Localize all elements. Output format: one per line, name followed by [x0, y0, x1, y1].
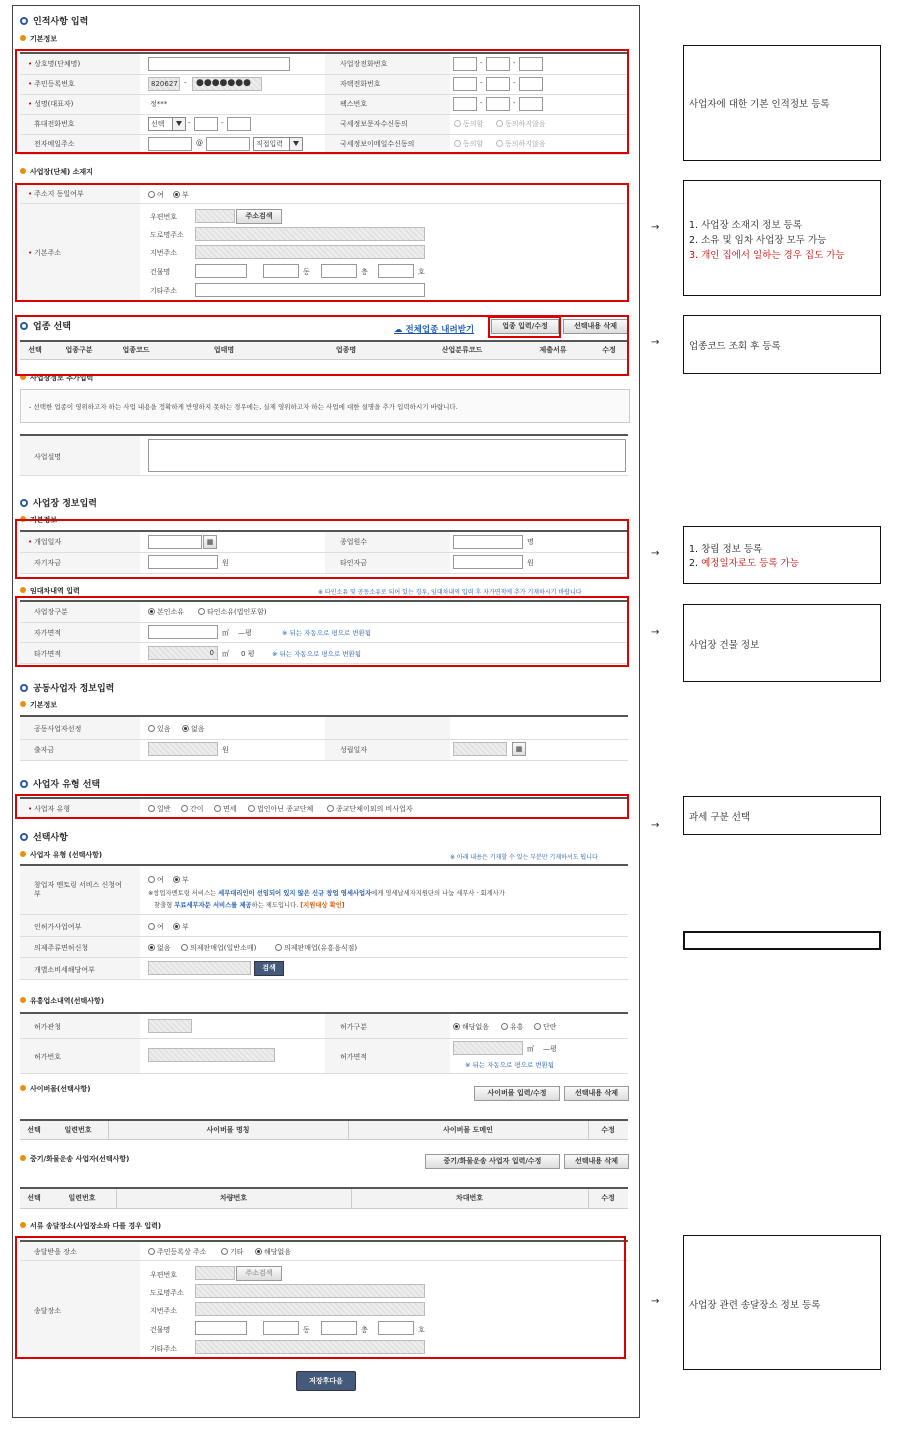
section-bullet-icon	[20, 780, 28, 788]
label-liquor: 의제주류면허신청	[34, 944, 89, 952]
bullet-icon	[20, 35, 26, 41]
highlight-industry-button	[488, 316, 561, 338]
own-area-pyeong: —평	[238, 629, 252, 637]
note-personal-text: 사업자에 대한 기본 인적정보 등록	[689, 99, 830, 110]
other-area-unit: ㎡	[222, 650, 229, 658]
radio-icon	[148, 876, 155, 883]
note-biz-info-line1: 1. 창립 정보 등록	[689, 544, 763, 555]
col-select: 선택	[28, 346, 42, 354]
label-own-area: 자가면적	[34, 629, 62, 637]
subsection-entertainment: 유흥업소내역(선택사항)	[20, 996, 104, 1006]
own-area-unit: ㎡	[222, 629, 229, 637]
label-employees: 종업원수	[340, 538, 368, 546]
note-location-line2: 2. 소유 및 임차 사업장 모두 가능	[689, 235, 827, 246]
bullet-icon	[20, 587, 26, 593]
bullet-icon	[20, 1155, 26, 1161]
label-sms-consent: 국세정보문자수신동의	[340, 120, 408, 128]
other-owner-radio[interactable]: 타인소유(법인포함)	[198, 607, 267, 617]
permit-area-pyeong: —평	[543, 1045, 557, 1053]
arrow-icon: →	[651, 1296, 660, 1307]
sms-agree-radio[interactable]: 동의함	[454, 119, 483, 129]
biz-type-exempt-radio[interactable]: 면세	[214, 804, 237, 814]
label-biz-phone: 사업장전화번호	[340, 60, 388, 68]
email-agree-radio[interactable]: 동의함	[454, 139, 483, 149]
col-business-type: 업태명	[213, 346, 235, 354]
label-invest: 출자금	[34, 746, 55, 754]
section-title-biz-info: 사업장 정보입력	[20, 496, 97, 509]
entertainment-table	[20, 1012, 628, 1072]
note-location	[683, 180, 881, 296]
chevron-down-icon	[293, 141, 299, 146]
label-mail-addr: 송달장소	[34, 1307, 62, 1315]
permit-karaoke-radio[interactable]: 단란	[534, 1022, 557, 1032]
note-mailing-text: 사업장 관련 송달장소 정보 등록	[689, 1300, 821, 1311]
same-addr-yes-radio[interactable]: 여	[148, 190, 164, 200]
highlight-biz-info	[15, 519, 629, 579]
subsection-location: 사업장(단체) 소재지	[20, 167, 93, 177]
lease-note: ※ 타인소유 및 공동소유로 되어 있는 경우, 임대차내역 입력 후 자가면적에 추가 기재하시기 바랍니다	[318, 589, 582, 596]
note-mailing	[683, 1235, 881, 1370]
label-fax: 팩스번호	[340, 100, 368, 108]
label-email: 전자메일주소	[34, 140, 75, 148]
label-email-consent: 국세정보이메일수신동의	[340, 140, 415, 148]
radio-selected-icon	[453, 1023, 460, 1030]
arrow-icon: →	[651, 337, 660, 348]
label-permit-area: 허가면적	[340, 1053, 368, 1061]
bullet-icon	[20, 168, 26, 174]
dong-unit: 동	[303, 1326, 310, 1334]
email-disagree-radio[interactable]: 동의하지않음	[496, 139, 546, 149]
other-capital-unit: 원	[527, 559, 534, 567]
label-other-addr: 기타주소	[150, 1345, 178, 1353]
highlight-mailing	[15, 1236, 626, 1359]
permit-ent-radio[interactable]: 유흥	[501, 1022, 524, 1032]
ho-unit: 호	[418, 1326, 425, 1334]
permit-area-input	[453, 1041, 523, 1055]
note-biz-type	[683, 796, 881, 835]
heavy-input-button[interactable]: 중기/화물운송 사업자 입력/수정	[425, 1154, 560, 1169]
joint-table	[20, 715, 628, 759]
liquor-retail-radio[interactable]: 의제판매업(일반소매)	[181, 943, 256, 953]
license-no-radio[interactable]: 부	[173, 922, 189, 932]
label-own-capital: 자기자금	[34, 559, 62, 567]
heavy-table-header	[20, 1187, 628, 1209]
note-location-line1: 1. 사업장 소재지 정보 등록	[689, 220, 802, 231]
rrn-back: ●●●●●●●	[192, 77, 262, 91]
other-area-note: ※ 뒤는 자동으로 평으로 변환됨	[272, 650, 362, 658]
subsection-lease: 임대차내역 입력	[20, 586, 80, 596]
col-serial: 일련번호	[68, 1194, 96, 1202]
biz-desc-textarea[interactable]	[148, 439, 626, 472]
highlight-location	[15, 183, 629, 302]
highlight-personal	[15, 49, 629, 154]
label-permit-number: 허가번호	[34, 1053, 62, 1061]
col-cyber-name: 사이버몰 명칭	[206, 1126, 250, 1134]
note-industry	[683, 315, 881, 374]
radio-selected-icon	[173, 876, 180, 883]
note-lease-text: 사업장 건물 정보	[689, 640, 760, 651]
own-radio[interactable]: 본인소유	[148, 607, 184, 617]
radio-selected-icon	[182, 725, 189, 732]
section-bullet-icon	[20, 833, 28, 841]
est-date-input	[453, 742, 507, 756]
note-biz-info	[683, 526, 881, 584]
subsection-basic3: 기본정보	[20, 700, 57, 710]
license-yes-radio[interactable]: 여	[148, 922, 164, 932]
mentoring-desc-line2: 찾출형 무료세무자문 서비스를 제공하는 제도입니다. [지원대상 확인]	[154, 902, 345, 909]
floor-unit: 층	[361, 268, 368, 276]
section-title-joint: 공동사업자 정보입력	[20, 681, 114, 694]
other-area-pyeong: 0 평	[241, 650, 255, 658]
liquor-none-radio[interactable]: 없음	[148, 943, 171, 953]
arrow-icon: →	[651, 627, 660, 638]
subsection-mailing: 서류 송달장소(사업장소와 다를 경우 입력)	[20, 1221, 161, 1231]
arrow-icon: →	[651, 548, 660, 559]
mobile-select[interactable]: 선택	[148, 117, 186, 131]
section-title-options: 선택사항	[20, 830, 68, 843]
email-domain-select[interactable]: 직접입력	[253, 137, 303, 151]
joint-none-radio[interactable]: 없음	[182, 724, 205, 734]
label-trade-name: • 상호명(단체명)	[28, 60, 81, 68]
label-rrn: • 주민등록번호	[28, 80, 75, 88]
industry-info-box	[20, 389, 630, 423]
label-mobile: 휴대전화번호	[34, 120, 75, 128]
label-postcode: 우편번호	[150, 213, 178, 221]
mentoring-no-radio[interactable]: 부	[173, 875, 189, 885]
floor-unit: 층	[361, 1326, 368, 1334]
download-icon: ☁	[394, 325, 406, 335]
radio-selected-icon	[173, 923, 180, 930]
chevron-down-icon	[176, 121, 182, 126]
subsection-basic: 기본정보	[20, 34, 57, 44]
note-lease	[683, 604, 881, 682]
excise-search-button[interactable]: 검색	[254, 961, 284, 976]
ho-unit: 호	[418, 268, 425, 276]
dong-unit: 동	[303, 268, 310, 276]
label-permit-type: 허가구분	[340, 1023, 368, 1031]
note-industry-text: 업종코드 조회 후 등록	[689, 341, 781, 352]
label-other-addr: 기타주소	[150, 287, 178, 295]
label-license: 인허가사업여부	[34, 923, 82, 931]
radio-icon	[501, 1023, 508, 1030]
note-empty	[683, 931, 881, 950]
label-mail-place: 송달받을 장소	[34, 1248, 77, 1256]
radio-selected-icon	[148, 944, 155, 951]
permit-area-unit: ㎡	[527, 1045, 534, 1053]
mail-rrn-addr-radio[interactable]: 주민등록상 주소	[148, 1247, 207, 1257]
biz-type-nonbiz-radio[interactable]: 종교단체이외의 비사업자	[327, 804, 413, 814]
name-value: 정***	[150, 100, 168, 108]
label-building: 건물명	[150, 1326, 171, 1334]
col-select: 선택	[27, 1194, 41, 1202]
col-documents: 제출서류	[539, 346, 567, 354]
permit-area-note: ※ 뒤는 자동으로 평으로 변환됨	[465, 1061, 555, 1069]
authority-input	[148, 1019, 192, 1033]
arrow-icon: →	[651, 820, 660, 831]
industry-info-text: - 선택한 업종이 영위하고자 하는 사업 내용을 정확하게 반영하지 못하는 경우에는, 실제 영위하고자 하는 사업에 대한 설명을 추가 입력하시기 바랍니다.	[29, 403, 458, 411]
subsection-industry-extra: 사업장정보 추가입력	[20, 373, 93, 383]
calendar-icon[interactable]: ▦	[512, 742, 526, 756]
label-jibun-addr: 지번주소	[150, 249, 178, 257]
biz-type-religious-radio[interactable]: 법인아닌 종교단체	[248, 804, 313, 814]
personal-table: • 상호명(단체명) 사업장전화번호 - - • 주민등록번호 820627 - ●●●●●●● 자택전화번호 - - • 성명(대표자) 정*** 팩스번호 - - 휴대전화번호 선택 - - 국세정보문자수신동의 동의함 동의하지않음 전자메일주소 @ 직접입력 국세정보이메일수신동의 동의함 동의하지않음	[20, 52, 628, 153]
permit-none-radio[interactable]: 해당없음	[453, 1022, 489, 1032]
options-table	[20, 864, 628, 978]
save-next-button[interactable]: 저장후다음	[296, 1371, 356, 1391]
label-other-capital: 타인자금	[340, 559, 368, 567]
col-chassis-number: 차대번호	[455, 1194, 484, 1202]
permit-number-input	[148, 1048, 275, 1062]
industry-input-button[interactable]: 업종 입력/수정	[491, 319, 559, 334]
label-home-phone: 자택전화번호	[340, 80, 381, 88]
joint-have-radio[interactable]: 있음	[148, 724, 171, 734]
highlight-lease	[15, 596, 629, 667]
highlight-biz-type	[15, 794, 629, 819]
same-addr-no-radio[interactable]: 부	[173, 190, 189, 200]
radio-icon	[275, 944, 282, 951]
radio-icon	[148, 725, 155, 732]
label-authority: 허가관청	[34, 1023, 62, 1031]
section-bullet-icon	[20, 684, 28, 692]
bullet-icon	[20, 1085, 26, 1091]
own-capital-unit: 원	[222, 559, 229, 567]
section-bullet-icon	[20, 499, 28, 507]
label-site-type: 사업장구분	[34, 608, 68, 616]
liquor-ent-radio[interactable]: 의제판매업(유흥음식점)	[275, 943, 357, 953]
mentoring-yes-radio[interactable]: 여	[148, 875, 164, 885]
subsection-heavy: 중기/화물운송 사업자(선택사항)	[20, 1154, 129, 1164]
note-biz-info-line2: 2. 예정일자로도 등록 가능	[689, 558, 799, 569]
section-title-personal: 인적사항 입력	[20, 14, 88, 27]
email-at: @	[196, 139, 203, 147]
label-biz-desc: 사업설명	[34, 453, 62, 461]
note-personal	[683, 45, 881, 161]
label-biz-type: • 사업자 유형	[28, 805, 71, 813]
note-biz-type-text: 과세 구분 선택	[689, 812, 751, 823]
industry-delete-button[interactable]: 선택내용 삭제	[563, 319, 628, 334]
industry-download-link[interactable]: ☁ 전체업종 내려받기	[394, 325, 475, 335]
cyber-input-button[interactable]: 사이버몰 입력/수정	[474, 1086, 560, 1101]
label-building: 건물명	[150, 268, 171, 276]
col-industry-class: 산업분류코드	[441, 346, 483, 354]
cyber-table-header	[20, 1119, 628, 1140]
col-industry-name: 업종명	[335, 346, 357, 354]
mail-other-radio[interactable]: 기타	[221, 1247, 244, 1257]
biz-desc-table	[20, 434, 628, 474]
arrow-icon: →	[651, 222, 660, 233]
col-edit: 수정	[601, 1194, 615, 1202]
label-jibun-addr: 지번주소	[150, 1307, 178, 1315]
label-name: • 성명(대표자)	[28, 100, 74, 108]
other-area-input: 0	[148, 646, 218, 660]
subsection-basic2: 기본정보	[20, 515, 57, 525]
radio-icon	[534, 1023, 541, 1030]
own-area-note: ※ 뒤는 자동으로 평으로 변환됨	[282, 629, 372, 637]
label-postcode: 우편번호	[150, 1271, 178, 1279]
note-location-line3: 3. 개인 집에서 일하는 경우 집도 가능	[689, 250, 845, 261]
col-select: 선택	[27, 1126, 41, 1134]
section-bullet-icon	[20, 17, 28, 25]
options-note: ※ 아래 내용은 기재할 수 있는 부분만 기재하셔도 됩니다	[450, 854, 598, 861]
col-industry-code: 업종코드	[122, 346, 150, 354]
rrn-front: 820627	[148, 77, 180, 91]
radio-icon	[181, 944, 188, 951]
subsection-cyber: 사이버몰(선택사항)	[20, 1084, 91, 1094]
mail-none-radio[interactable]: 해당없음	[255, 1247, 291, 1257]
radio-icon	[148, 923, 155, 930]
employees-unit: 명	[527, 538, 534, 546]
label-same-addr: • 주소지 동일여부	[28, 190, 84, 198]
subsection-biz-type-opt: 사업자 유형 (선택사항)	[20, 850, 102, 860]
invest-unit: 원	[222, 746, 229, 754]
invest-input	[148, 742, 218, 756]
bullet-icon	[20, 701, 26, 707]
bullet-icon	[20, 997, 26, 1003]
col-edit: 수정	[601, 1126, 615, 1134]
label-excise: 개별소비세해당여부	[34, 966, 95, 974]
excise-input	[148, 961, 251, 975]
bullet-icon	[20, 1222, 26, 1228]
bullet-icon	[20, 851, 26, 857]
cyber-delete-button[interactable]: 선택내용 삭제	[564, 1086, 629, 1101]
col-cyber-domain: 사이버몰 도메인	[443, 1126, 493, 1134]
address-search-button[interactable]: 주소검색	[236, 209, 282, 224]
col-serial: 일련번호	[64, 1126, 92, 1134]
label-open-date: • 개업일자	[28, 538, 62, 546]
label-road-addr: 도로명주소	[150, 231, 184, 239]
label-joint-set: 공동사업자선정	[34, 725, 82, 733]
heavy-delete-button[interactable]: 선택내용 삭제	[564, 1154, 629, 1169]
label-other-area: 타가면적	[34, 650, 62, 658]
section-title-biz-type: 사업자 유형 선택	[20, 777, 100, 790]
label-road-addr: 도로명주소	[150, 1289, 184, 1297]
section-title-industry: 업종 선택	[20, 319, 71, 332]
label-est-date: 성립일자	[340, 746, 368, 754]
biz-type-general-radio[interactable]: 일반	[148, 804, 171, 814]
mentoring-desc-line1: ※창업자멘토링 서비스는 세무대리인이 선임되어 있지 않은 신규 창업 영세사업자에게 영세납세자지원단의 나눔 세무사 · 회계사가	[148, 890, 505, 897]
label-mentoring: 창업자 멘토링 서비스 신청여부	[34, 881, 122, 898]
sms-disagree-radio[interactable]: 동의하지않음	[496, 119, 546, 129]
eligibility-link: [지원대상 확인]	[300, 902, 345, 909]
mail-address-search-button[interactable]: 주소검색	[236, 1266, 282, 1281]
col-industry-type: 업종구분	[65, 346, 93, 354]
label-base-addr: • 기본주소	[28, 249, 62, 257]
biz-type-simple-radio[interactable]: 간이	[181, 804, 204, 814]
col-edit: 수정	[602, 346, 616, 354]
calendar-icon[interactable]: ▦	[203, 535, 217, 549]
col-vehicle-number: 차량번호	[219, 1194, 248, 1202]
